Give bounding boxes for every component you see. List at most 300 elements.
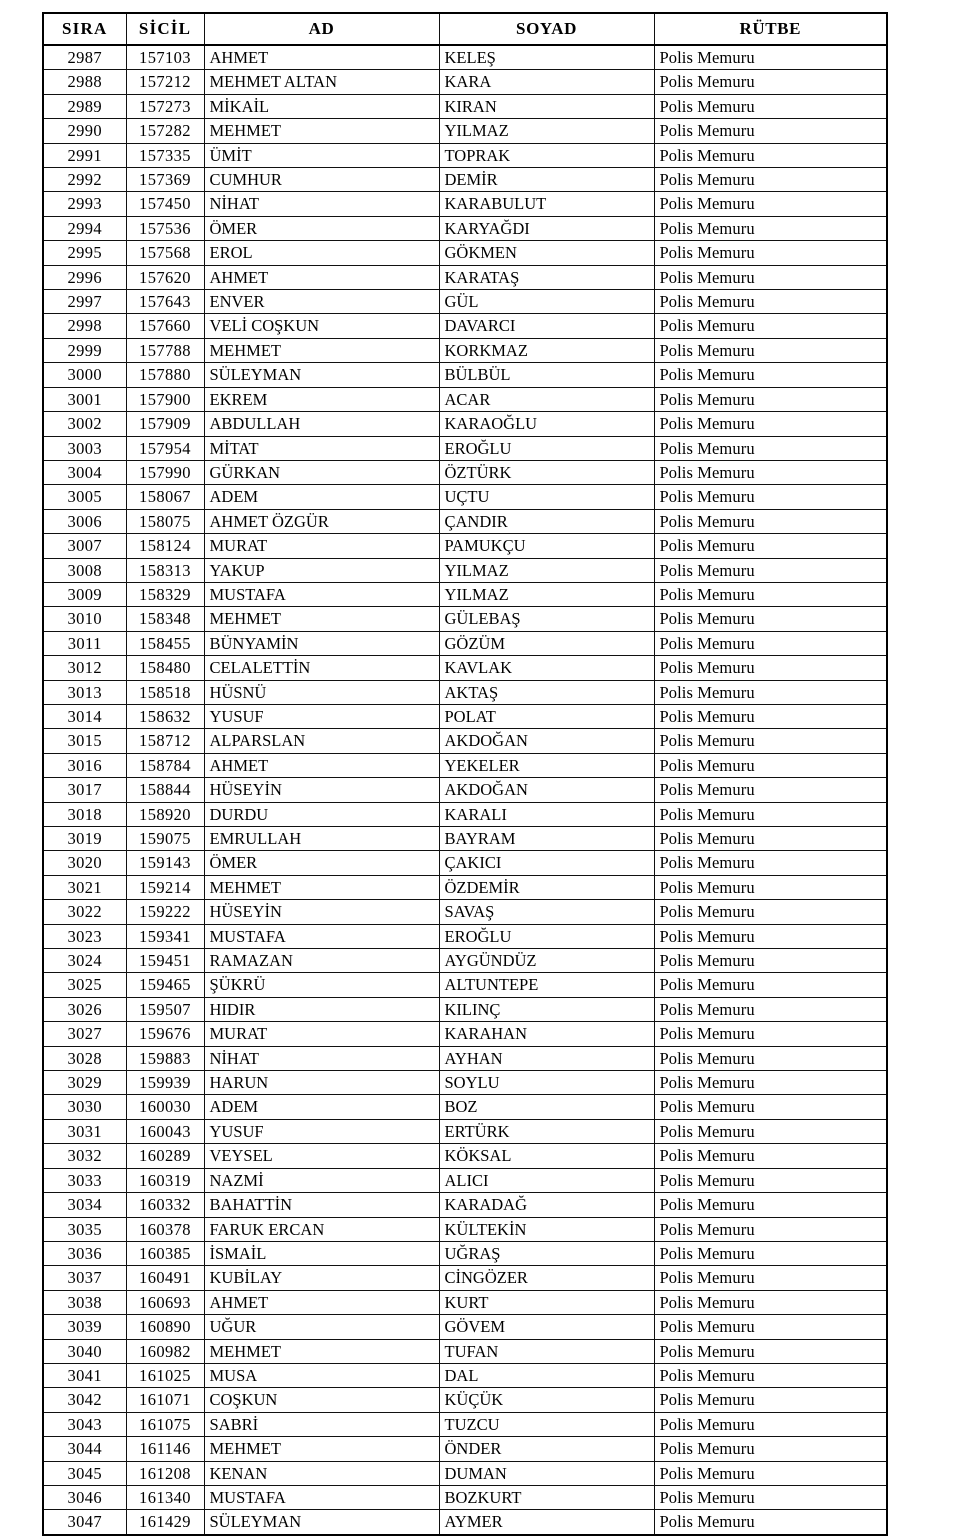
cell-soyad: DAVARCI: [439, 314, 654, 338]
cell-sira: 3020: [43, 851, 126, 875]
cell-rutbe: Polis Memuru: [654, 119, 887, 143]
cell-rutbe: Polis Memuru: [654, 753, 887, 777]
cell-soyad: KARADAĞ: [439, 1193, 654, 1217]
cell-rutbe: Polis Memuru: [654, 290, 887, 314]
cell-soyad: KÖKSAL: [439, 1144, 654, 1168]
cell-sicil: 160378: [126, 1217, 204, 1241]
cell-sira: 3024: [43, 949, 126, 973]
cell-ad: ALPARSLAN: [204, 729, 439, 753]
cell-ad: MEHMET: [204, 338, 439, 362]
table-row: [43, 704, 887, 728]
cell-soyad: KARABULUT: [439, 192, 654, 216]
cell-rutbe: Polis Memuru: [654, 143, 887, 167]
table-row: [43, 1119, 887, 1143]
cell-soyad: KIRAN: [439, 94, 654, 118]
cell-rutbe: Polis Memuru: [654, 45, 887, 70]
cell-ad: GÜRKAN: [204, 460, 439, 484]
table-row: [43, 1437, 887, 1461]
cell-ad: YAKUP: [204, 558, 439, 582]
table-row: [43, 412, 887, 436]
cell-soyad: ÇANDIR: [439, 509, 654, 533]
cell-soyad: KORKMAZ: [439, 338, 654, 362]
cell-soyad: AYMER: [439, 1510, 654, 1535]
cell-sira: 2988: [43, 70, 126, 94]
cell-sicil: 158067: [126, 485, 204, 509]
cell-ad: MUSTAFA: [204, 1485, 439, 1509]
cell-sicil: 159451: [126, 949, 204, 973]
table-row: [43, 265, 887, 289]
table-row: [43, 1168, 887, 1192]
cell-sira: 3003: [43, 436, 126, 460]
table-row: [43, 1485, 887, 1509]
cell-sicil: 161429: [126, 1510, 204, 1535]
cell-sira: 2994: [43, 216, 126, 240]
cell-ad: MEHMET: [204, 1437, 439, 1461]
cell-soyad: BOZKURT: [439, 1485, 654, 1509]
cell-ad: BÜNYAMİN: [204, 631, 439, 655]
table-row: [43, 558, 887, 582]
table-row: [43, 631, 887, 655]
personnel-roster-table: [42, 12, 888, 1536]
cell-rutbe: Polis Memuru: [654, 1071, 887, 1095]
cell-sira: 3036: [43, 1241, 126, 1265]
cell-soyad: CİNGÖZER: [439, 1266, 654, 1290]
cell-soyad: TOPRAK: [439, 143, 654, 167]
cell-soyad: KILINÇ: [439, 997, 654, 1021]
cell-ad: FARUK ERCAN: [204, 1217, 439, 1241]
cell-sira: 2993: [43, 192, 126, 216]
cell-soyad: KÜÇÜK: [439, 1388, 654, 1412]
cell-soyad: BÜLBÜL: [439, 363, 654, 387]
cell-sicil: 157103: [126, 45, 204, 70]
cell-ad: AHMET: [204, 45, 439, 70]
cell-rutbe: Polis Memuru: [654, 1388, 887, 1412]
cell-soyad: POLAT: [439, 704, 654, 728]
cell-ad: ADEM: [204, 485, 439, 509]
cell-sicil: 159507: [126, 997, 204, 1021]
cell-ad: MİTAT: [204, 436, 439, 460]
cell-sicil: 159214: [126, 875, 204, 899]
cell-soyad: AYHAN: [439, 1046, 654, 1070]
cell-rutbe: Polis Memuru: [654, 900, 887, 924]
cell-rutbe: Polis Memuru: [654, 1144, 887, 1168]
cell-rutbe: Polis Memuru: [654, 412, 887, 436]
cell-sicil: 158480: [126, 656, 204, 680]
cell-sira: 3033: [43, 1168, 126, 1192]
cell-soyad: BOZ: [439, 1095, 654, 1119]
cell-rutbe: Polis Memuru: [654, 265, 887, 289]
cell-sicil: 161146: [126, 1437, 204, 1461]
cell-ad: MURAT: [204, 534, 439, 558]
cell-sicil: 160982: [126, 1339, 204, 1363]
cell-soyad: UĞRAŞ: [439, 1241, 654, 1265]
cell-sicil: 158844: [126, 778, 204, 802]
cell-soyad: GÖVEM: [439, 1315, 654, 1339]
cell-sicil: 157335: [126, 143, 204, 167]
cell-soyad: TUFAN: [439, 1339, 654, 1363]
cell-soyad: DUMAN: [439, 1461, 654, 1485]
cell-sicil: 157788: [126, 338, 204, 362]
cell-rutbe: Polis Memuru: [654, 314, 887, 338]
cell-sicil: 157900: [126, 387, 204, 411]
cell-soyad: KARAHAN: [439, 1022, 654, 1046]
column-header-sicil: SİCİL: [126, 13, 204, 45]
column-header-sira: SIRA: [43, 13, 126, 45]
cell-rutbe: Polis Memuru: [654, 485, 887, 509]
cell-sicil: 157880: [126, 363, 204, 387]
cell-soyad: DAL: [439, 1363, 654, 1387]
cell-sicil: 160319: [126, 1168, 204, 1192]
table-row: [43, 875, 887, 899]
cell-soyad: YILMAZ: [439, 119, 654, 143]
cell-sicil: 159939: [126, 1071, 204, 1095]
cell-sicil: 160890: [126, 1315, 204, 1339]
cell-soyad: ÖZDEMİR: [439, 875, 654, 899]
cell-sira: 3022: [43, 900, 126, 924]
table-row: [43, 1193, 887, 1217]
cell-sicil: 157536: [126, 216, 204, 240]
cell-ad: AHMET: [204, 265, 439, 289]
cell-sicil: 160030: [126, 1095, 204, 1119]
cell-rutbe: Polis Memuru: [654, 827, 887, 851]
table-row: [43, 460, 887, 484]
table-row: [43, 143, 887, 167]
table-row: [43, 338, 887, 362]
cell-soyad: GÖKMEN: [439, 241, 654, 265]
cell-soyad: YEKELER: [439, 753, 654, 777]
cell-sicil: 158124: [126, 534, 204, 558]
cell-soyad: ALTUNTEPE: [439, 973, 654, 997]
cell-ad: MURAT: [204, 1022, 439, 1046]
cell-ad: RAMAZAN: [204, 949, 439, 973]
cell-rutbe: Polis Memuru: [654, 656, 887, 680]
cell-ad: BAHATTİN: [204, 1193, 439, 1217]
table-row: [43, 1022, 887, 1046]
cell-sira: 3013: [43, 680, 126, 704]
cell-rutbe: Polis Memuru: [654, 778, 887, 802]
cell-sira: 3037: [43, 1266, 126, 1290]
cell-soyad: KARYAĞDI: [439, 216, 654, 240]
cell-sira: 3010: [43, 607, 126, 631]
table-row: [43, 290, 887, 314]
table-row: [43, 1412, 887, 1436]
cell-ad: ÜMİT: [204, 143, 439, 167]
cell-sicil: 159465: [126, 973, 204, 997]
cell-rutbe: Polis Memuru: [654, 973, 887, 997]
cell-sira: 2989: [43, 94, 126, 118]
cell-ad: NAZMİ: [204, 1168, 439, 1192]
cell-ad: MEHMET: [204, 607, 439, 631]
cell-sira: 3023: [43, 924, 126, 948]
cell-soyad: ERTÜRK: [439, 1119, 654, 1143]
cell-sira: 2998: [43, 314, 126, 338]
cell-ad: İSMAİL: [204, 1241, 439, 1265]
cell-sira: 3039: [43, 1315, 126, 1339]
cell-sira: 3041: [43, 1363, 126, 1387]
cell-rutbe: Polis Memuru: [654, 1193, 887, 1217]
cell-soyad: AKTAŞ: [439, 680, 654, 704]
document-page: [42, 12, 886, 1536]
cell-sira: 3001: [43, 387, 126, 411]
cell-rutbe: Polis Memuru: [654, 680, 887, 704]
cell-sira: 3000: [43, 363, 126, 387]
cell-soyad: UÇTU: [439, 485, 654, 509]
cell-sicil: 160289: [126, 1144, 204, 1168]
cell-sira: 3035: [43, 1217, 126, 1241]
cell-rutbe: Polis Memuru: [654, 1241, 887, 1265]
cell-soyad: DEMİR: [439, 168, 654, 192]
cell-sicil: 160491: [126, 1266, 204, 1290]
cell-rutbe: Polis Memuru: [654, 1168, 887, 1192]
cell-sicil: 157568: [126, 241, 204, 265]
column-header-ad: AD: [204, 13, 439, 45]
column-header-rutbe: RÜTBE: [654, 13, 887, 45]
cell-soyad: ÖNDER: [439, 1437, 654, 1461]
cell-rutbe: Polis Memuru: [654, 558, 887, 582]
cell-soyad: KARATAŞ: [439, 265, 654, 289]
cell-rutbe: Polis Memuru: [654, 1437, 887, 1461]
cell-sicil: 157282: [126, 119, 204, 143]
cell-ad: KENAN: [204, 1461, 439, 1485]
cell-soyad: GÜLEBAŞ: [439, 607, 654, 631]
cell-ad: UĞUR: [204, 1315, 439, 1339]
cell-sira: 3030: [43, 1095, 126, 1119]
cell-ad: ÖMER: [204, 216, 439, 240]
cell-sira: 3047: [43, 1510, 126, 1535]
cell-rutbe: Polis Memuru: [654, 1339, 887, 1363]
table-row: [43, 900, 887, 924]
cell-ad: AHMET: [204, 1290, 439, 1314]
cell-ad: DURDU: [204, 802, 439, 826]
cell-ad: NİHAT: [204, 1046, 439, 1070]
cell-sira: 3038: [43, 1290, 126, 1314]
cell-rutbe: Polis Memuru: [654, 1217, 887, 1241]
cell-ad: YUSUF: [204, 1119, 439, 1143]
cell-soyad: ACAR: [439, 387, 654, 411]
cell-sira: 3045: [43, 1461, 126, 1485]
cell-sicil: 157273: [126, 94, 204, 118]
cell-rutbe: Polis Memuru: [654, 582, 887, 606]
cell-sira: 3018: [43, 802, 126, 826]
cell-rutbe: Polis Memuru: [654, 1119, 887, 1143]
table-row: [43, 949, 887, 973]
cell-sira: 2987: [43, 45, 126, 70]
cell-rutbe: Polis Memuru: [654, 875, 887, 899]
table-row: [43, 1290, 887, 1314]
cell-ad: YUSUF: [204, 704, 439, 728]
cell-rutbe: Polis Memuru: [654, 1095, 887, 1119]
cell-soyad: KARAOĞLU: [439, 412, 654, 436]
table-row: [43, 168, 887, 192]
table-header: [43, 13, 887, 45]
table-row: [43, 656, 887, 680]
table-row: [43, 45, 887, 70]
cell-sicil: 159341: [126, 924, 204, 948]
cell-sicil: 158329: [126, 582, 204, 606]
cell-rutbe: Polis Memuru: [654, 1022, 887, 1046]
cell-ad: MEHMET ALTAN: [204, 70, 439, 94]
cell-soyad: KAVLAK: [439, 656, 654, 680]
column-header-soyad: SOYAD: [439, 13, 654, 45]
cell-sicil: 160693: [126, 1290, 204, 1314]
cell-sira: 3043: [43, 1412, 126, 1436]
cell-ad: MİKAİL: [204, 94, 439, 118]
table-row: [43, 680, 887, 704]
table-row: [43, 778, 887, 802]
cell-sicil: 157620: [126, 265, 204, 289]
cell-rutbe: Polis Memuru: [654, 1266, 887, 1290]
table-row: [43, 1071, 887, 1095]
cell-sicil: 159143: [126, 851, 204, 875]
cell-sira: 3046: [43, 1485, 126, 1509]
cell-sira: 2999: [43, 338, 126, 362]
cell-sira: 3027: [43, 1022, 126, 1046]
cell-soyad: KARALI: [439, 802, 654, 826]
table-row: [43, 485, 887, 509]
cell-soyad: AYGÜNDÜZ: [439, 949, 654, 973]
table-row: [43, 753, 887, 777]
cell-ad: HIDIR: [204, 997, 439, 1021]
cell-soyad: KELEŞ: [439, 45, 654, 70]
table-row: [43, 436, 887, 460]
cell-ad: EMRULLAH: [204, 827, 439, 851]
cell-ad: AHMET: [204, 753, 439, 777]
table-row: [43, 1339, 887, 1363]
cell-sira: 2996: [43, 265, 126, 289]
table-row: [43, 534, 887, 558]
cell-ad: NİHAT: [204, 192, 439, 216]
cell-ad: EROL: [204, 241, 439, 265]
cell-rutbe: Polis Memuru: [654, 631, 887, 655]
cell-soyad: EROĞLU: [439, 924, 654, 948]
cell-sicil: 159883: [126, 1046, 204, 1070]
cell-ad: KUBİLAY: [204, 1266, 439, 1290]
cell-rutbe: Polis Memuru: [654, 1510, 887, 1535]
cell-ad: COŞKUN: [204, 1388, 439, 1412]
cell-sicil: 159676: [126, 1022, 204, 1046]
cell-soyad: KURT: [439, 1290, 654, 1314]
cell-ad: CELALETTİN: [204, 656, 439, 680]
cell-sicil: 158712: [126, 729, 204, 753]
cell-soyad: SAVAŞ: [439, 900, 654, 924]
cell-ad: ABDULLAH: [204, 412, 439, 436]
cell-sicil: 158632: [126, 704, 204, 728]
cell-rutbe: Polis Memuru: [654, 924, 887, 948]
table-row: [43, 119, 887, 143]
cell-soyad: ÇAKICI: [439, 851, 654, 875]
cell-sicil: 161025: [126, 1363, 204, 1387]
cell-rutbe: Polis Memuru: [654, 534, 887, 558]
cell-sira: 3004: [43, 460, 126, 484]
table-row: [43, 1461, 887, 1485]
cell-soyad: AKDOĞAN: [439, 778, 654, 802]
table-row: [43, 216, 887, 240]
table-row: [43, 70, 887, 94]
cell-sicil: 158348: [126, 607, 204, 631]
cell-rutbe: Polis Memuru: [654, 216, 887, 240]
cell-ad: HÜSEYİN: [204, 778, 439, 802]
cell-sira: 3005: [43, 485, 126, 509]
cell-sicil: 161075: [126, 1412, 204, 1436]
cell-sira: 3026: [43, 997, 126, 1021]
cell-sira: 3028: [43, 1046, 126, 1070]
table-row: [43, 314, 887, 338]
cell-ad: MUSA: [204, 1363, 439, 1387]
cell-rutbe: Polis Memuru: [654, 851, 887, 875]
cell-rutbe: Polis Memuru: [654, 509, 887, 533]
cell-sicil: 160043: [126, 1119, 204, 1143]
table-row: [43, 1241, 887, 1265]
cell-ad: AHMET ÖZGÜR: [204, 509, 439, 533]
cell-sicil: 157660: [126, 314, 204, 338]
cell-ad: MUSTAFA: [204, 924, 439, 948]
cell-sicil: 157450: [126, 192, 204, 216]
cell-sira: 3007: [43, 534, 126, 558]
cell-sira: 3040: [43, 1339, 126, 1363]
cell-sicil: 161208: [126, 1461, 204, 1485]
cell-sicil: 157212: [126, 70, 204, 94]
cell-sicil: 158920: [126, 802, 204, 826]
table-row: [43, 241, 887, 265]
cell-ad: SÜLEYMAN: [204, 1510, 439, 1535]
table-row: [43, 851, 887, 875]
cell-sicil: 158313: [126, 558, 204, 582]
cell-rutbe: Polis Memuru: [654, 1046, 887, 1070]
cell-soyad: TUZCU: [439, 1412, 654, 1436]
cell-sicil: 158518: [126, 680, 204, 704]
cell-rutbe: Polis Memuru: [654, 192, 887, 216]
cell-sira: 3021: [43, 875, 126, 899]
table-row: [43, 1095, 887, 1119]
table-row: [43, 1315, 887, 1339]
cell-ad: EKREM: [204, 387, 439, 411]
cell-sira: 2995: [43, 241, 126, 265]
cell-sicil: 157369: [126, 168, 204, 192]
cell-rutbe: Polis Memuru: [654, 1412, 887, 1436]
cell-rutbe: Polis Memuru: [654, 949, 887, 973]
cell-ad: HÜSEYİN: [204, 900, 439, 924]
table-row: [43, 509, 887, 533]
cell-rutbe: Polis Memuru: [654, 387, 887, 411]
cell-soyad: EROĞLU: [439, 436, 654, 460]
table-row: [43, 94, 887, 118]
cell-sira: 3015: [43, 729, 126, 753]
cell-sira: 3016: [43, 753, 126, 777]
cell-ad: CUMHUR: [204, 168, 439, 192]
table-row: [43, 729, 887, 753]
cell-rutbe: Polis Memuru: [654, 997, 887, 1021]
cell-soyad: ÖZTÜRK: [439, 460, 654, 484]
cell-sira: 3011: [43, 631, 126, 655]
cell-sicil: 158075: [126, 509, 204, 533]
table-row: [43, 1144, 887, 1168]
cell-ad: HÜSNÜ: [204, 680, 439, 704]
cell-rutbe: Polis Memuru: [654, 168, 887, 192]
cell-sicil: 161340: [126, 1485, 204, 1509]
cell-rutbe: Polis Memuru: [654, 1315, 887, 1339]
cell-rutbe: Polis Memuru: [654, 729, 887, 753]
cell-rutbe: Polis Memuru: [654, 1290, 887, 1314]
cell-sira: 2991: [43, 143, 126, 167]
cell-soyad: GÜL: [439, 290, 654, 314]
table-row: [43, 997, 887, 1021]
cell-soyad: ALICI: [439, 1168, 654, 1192]
cell-sicil: 160385: [126, 1241, 204, 1265]
cell-sira: 3002: [43, 412, 126, 436]
cell-sira: 3025: [43, 973, 126, 997]
cell-sira: 3014: [43, 704, 126, 728]
cell-sira: 3019: [43, 827, 126, 851]
